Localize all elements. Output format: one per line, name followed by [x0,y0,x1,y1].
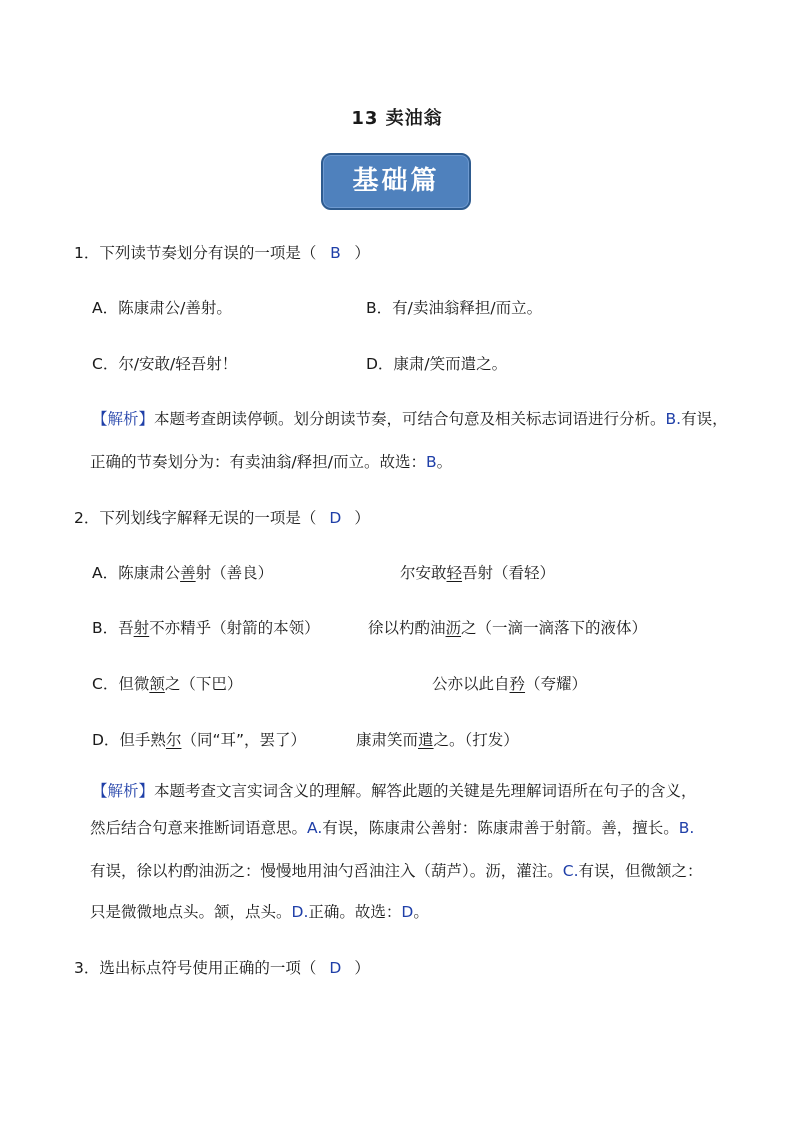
option-text: 吾射（看轻） [462,564,556,582]
explanation-text: 正确。故选： [308,903,402,921]
analysis-tag: 【解析】 [92,410,155,428]
option-text: （夸耀） [525,675,588,693]
q2-explanation-line-2 [90,816,694,838]
explanation-text: 正确的节奏划分为：有卖油翁/释担/而立。故选： [90,453,426,471]
page-title: 13 卖油翁 [351,108,443,129]
question-stem: 选出标点符号使用正确的一项（ [99,959,317,977]
explanation-text: 本题考查朗读停顿。划分朗读节奏，可结合句意及相关标志词语进行分析。 [154,410,666,428]
answer: B [330,244,341,262]
underlined-char: 颔 [149,675,165,693]
underlined-char: 善 [180,564,196,582]
option-text: 尔安敢 [400,564,447,582]
question-1 [74,241,370,263]
q1-option-b: B．有/卖油翁释担/而立。 [366,299,543,317]
q1-option-a: A．陈康肃公/善射。 [92,299,232,317]
q2-option-a-right [400,561,555,583]
underlined-char: 尔 [165,731,182,749]
question-number: 1． [74,244,100,262]
q2-option-b-left [92,616,320,638]
explanation-text: 。 [413,903,429,921]
explanation-option: B. [665,410,682,428]
option-text: 康肃笑而 [356,731,419,749]
question-2 [74,506,370,528]
underlined-char: 沥 [445,619,462,637]
explanation-text: 只是微微地点头。颔，点头。 [90,903,292,921]
explanation-option: B. [678,819,695,837]
option-text: 公亦以此自 [432,675,510,693]
q2-option-c-right [432,672,587,694]
q2-option-a-left [92,561,273,583]
q1-option-c: C．尔/安敢/轻吾射！ [92,355,238,373]
option-text: D．但手熟 [92,731,166,749]
explanation-text: 有误， [681,410,728,428]
option-text: 徐以杓酌油 [368,619,446,637]
explanation-answer: D [401,903,414,921]
option-text: A．陈康肃公 [92,564,181,582]
explanation-text: 有误，徐以杓酌油沥之：慢慢地用油勺舀油注入（葫芦）。沥，灌注。 [90,862,563,880]
underlined-char: 射 [133,619,150,637]
option-text: 之（一滴一滴落下的液体） [461,619,648,637]
explanation-text: 然后结合句意来推断词语意思。 [90,819,308,837]
q1-explanation-line-2 [90,450,452,472]
section-banner [321,153,471,210]
bracket-close: ） [354,959,370,977]
question-3 [74,956,370,978]
explanation-option: A. [307,819,323,837]
option-text: 射（善良） [195,564,274,582]
explanation-text: 。 [436,453,453,471]
bracket-close: ） [354,509,370,527]
q2-explanation-line-3 [90,859,703,881]
analysis-tag: 【解析】 [92,782,155,800]
explanation-text: 有误，但微颔之： [578,862,703,880]
q2-option-d-right [356,728,519,750]
option-text: 之。（打发） [433,731,519,749]
option-text: 不亦精乎（射箭的本领） [149,619,320,637]
q1-option-d: D．康肃/笑而遣之。 [366,355,508,373]
q2-explanation-line-1 [92,779,697,801]
q1-explanation-line-1 [92,407,728,429]
explanation-text: 有误，陈康肃公善射：陈康肃善于射箭。善，擅长。 [322,819,679,837]
answer: D [329,959,342,977]
underlined-char: 矜 [509,675,526,693]
section-banner-label: 基础篇 [352,166,440,196]
explanation-option: D. [291,903,309,921]
question-stem: 下列划线字解释无误的一项是（ [99,509,317,527]
question-number: 3． [74,959,100,977]
bracket-close: ） [354,244,370,262]
q2-option-d-left [92,728,306,750]
q2-option-c-left [92,672,242,694]
q2-option-b-right [368,616,647,638]
explanation-text: 本题考查文言实词含义的理解。解答此题的关键是先理解词语所在句子的含义， [154,782,697,800]
question-stem: 下列读节奏划分有误的一项是（ [99,244,317,262]
answer: D [329,509,342,527]
option-text: B．吾 [92,619,134,637]
underlined-char: 轻 [446,564,463,582]
option-text: C．但微 [92,675,150,693]
underlined-char: 遣 [418,731,434,749]
option-text: 之（下巴） [164,675,243,693]
explanation-option: C. [562,862,579,880]
explanation-answer: B [425,453,437,471]
question-number: 2． [74,509,100,527]
option-text: （同“耳”，罢了） [181,731,307,749]
q2-explanation-line-4 [90,900,429,922]
